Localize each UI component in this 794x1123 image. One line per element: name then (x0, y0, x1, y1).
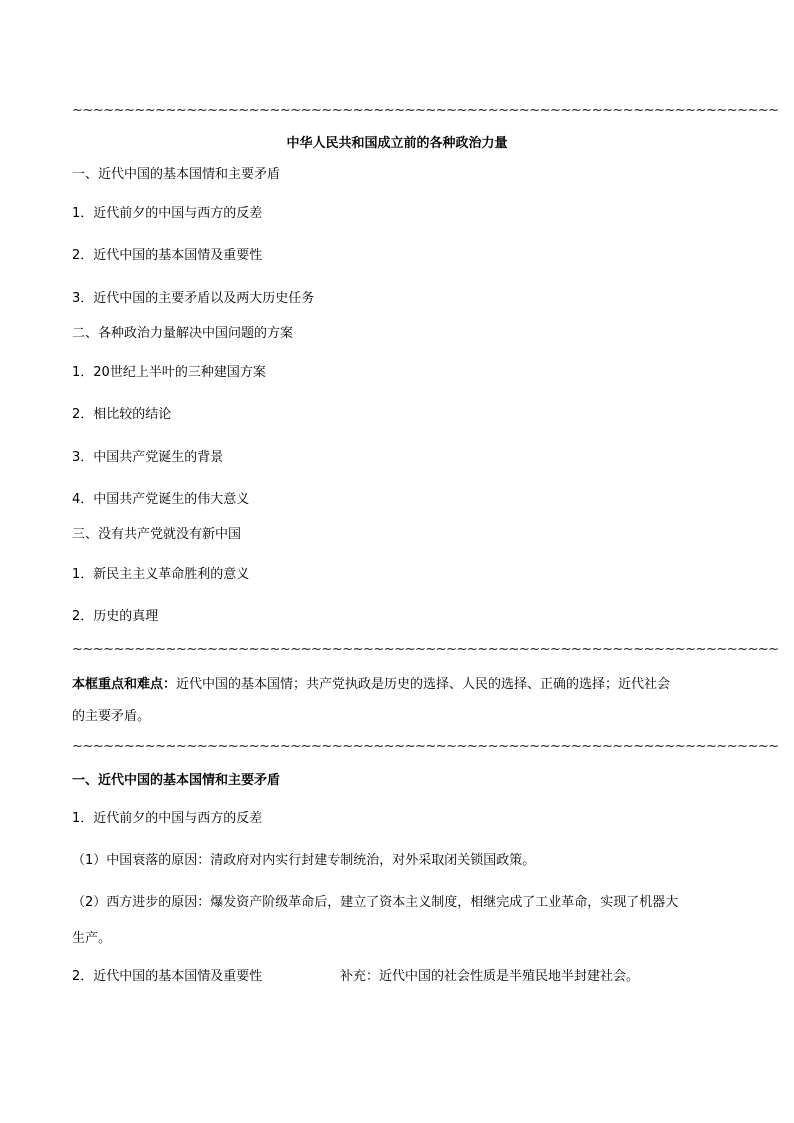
outline-item: 2．近代中国的基本国情及重要性 (72, 248, 263, 263)
outline-item: 1．20世纪上半叶的三种建国方案 (72, 365, 266, 380)
content-heading: 一、近代中国的基本国情和主要矛盾 (72, 773, 281, 788)
outline-item: 3．中国共产党诞生的背景 (72, 450, 224, 465)
keypoints-line-1 (72, 676, 670, 694)
outline-item: 2．相比较的结论 (72, 407, 172, 422)
supplement-note: 补充：近代中国的社会性质是半殖民地半封建社会。 (340, 969, 640, 984)
content-item-1: 1．近代前夕的中国与西方的反差 (72, 811, 263, 826)
separator-bottom: ~~~~~~~~~~~~~~~~~~~~~~~~~~~~~~~~~~~~~~~~~~~~~~~~~~~~~~~~~~~~~~~~~~~~ (72, 739, 779, 754)
outline-section-2: 二、各种政治力量解决中国问题的方案 (72, 326, 294, 341)
outline-item: 1．近代前夕的中国与西方的反差 (72, 206, 263, 221)
page-title: 中华人民共和国成立前的各种政治力量 (286, 136, 508, 151)
keypoints-label: 本框重点和难点： (72, 677, 177, 692)
content-item-2: 2．近代中国的基本国情及重要性 (72, 969, 263, 984)
separator-top: ~~~~~~~~~~~~~~~~~~~~~~~~~~~~~~~~~~~~~~~~~~~~~~~~~~~~~~~~~~~~~~~~~~~~ (72, 103, 779, 118)
outline-item: 3．近代中国的主要矛盾以及两大历史任务 (72, 291, 315, 306)
content-point-2-line-2: 生产。 (72, 931, 112, 946)
outline-section-1: 一、近代中国的基本国情和主要矛盾 (72, 167, 281, 182)
outline-section-3: 三、没有共产党就没有新中国 (72, 527, 242, 542)
outline-item: 4．中国共产党诞生的伟大意义 (72, 492, 250, 507)
keypoints-line-2: 的主要矛盾。 (72, 709, 151, 724)
content-point-1: （1）中国衰落的原因：清政府对内实行封建专制统治，对外采取闭关锁国政策。 (72, 853, 536, 868)
keypoints-text: 近代中国的基本国情；共产党执政是历史的选择、人民的选择、正确的选择；近代社会 (176, 677, 671, 692)
content-point-2-line-1: （2）西方进步的原因：爆发资产阶级革命后，建立了资本主义制度，相继完成了工业革命，实现了机器大 (72, 895, 679, 910)
outline-item: 2．历史的真理 (72, 609, 159, 624)
outline-item: 1．新民主主义革命胜利的意义 (72, 567, 250, 582)
separator-middle: ~~~~~~~~~~~~~~~~~~~~~~~~~~~~~~~~~~~~~~~~~~~~~~~~~~~~~~~~~~~~~~~~~~~~ (72, 642, 779, 657)
